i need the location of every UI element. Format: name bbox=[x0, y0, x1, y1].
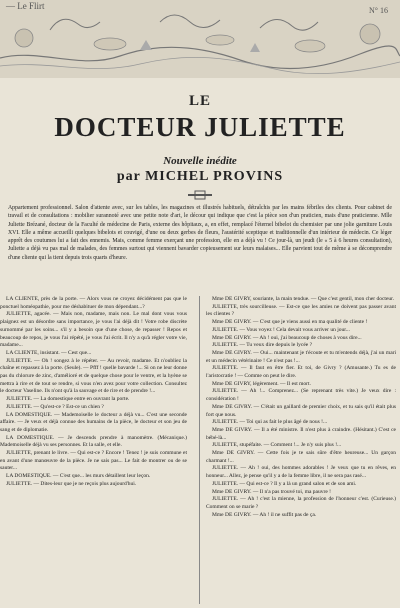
dialogue-paragraph: Mme DE GIVRY. — Oui... maintenant je t'écoute et tu m'entends déjà, j'ai un mari et un médecin vétérinaire ! Ce n'est pas !... bbox=[206, 349, 396, 364]
dialogue-paragraph: LA CLIENTE, près de la porte. — Alors vous ne croyez décidément pas que le ponctuel homéopathie, pour me déshabituer de mon dépendant...? bbox=[0, 296, 187, 310]
dialogue-paragraph: JULIETTE. — Il faut en être fier. Et toi, de Givry ? (Amusante.) Tu es de l'aristocratie ! — Comme on peut le dire. bbox=[206, 365, 396, 380]
dialogue-paragraph: LA DOMESTIQUE. — Je descends prendre à manomètre. (Mécanique.) Mademoiselle déjà vu ses personnes. Et la salle, et elle. bbox=[0, 434, 187, 449]
dialogue-paragraph: Mme DE GIVRY. — Il n'a pas trouvé toi, ma pauvre ! bbox=[212, 488, 331, 495]
dialogue-paragraph: LA CLIENTE, insistant. — Cest que... bbox=[6, 349, 92, 356]
dialogue-paragraph: Mme DE GIVRY, souriante, la main tendue. — Que c'est gentil, mon cher docteur. bbox=[212, 296, 395, 302]
decorative-frieze-icon bbox=[0, 0, 400, 78]
dialogue-paragraph: JULIETTE. — Oh ! songez à le répéter. — Au revoir, madame. Et n'oubliez la chaîne et repassez à la porte. (Seule). — Pfff ! quelle bavarde !... Si on ne leur donne pas du chlorure de zinc, d'amélioré et de quelque chose pour le ventre, et la hyène se mettra à rire et de tout se rendre, si vous n'en avez pour votre collection. Consultez le docteur Vaseline. Ils n'ont qu'à la sauvage et de rire et de prendre !... bbox=[0, 357, 187, 395]
subtitle: Nouvelle inédite bbox=[163, 155, 237, 167]
dialogue-paragraph: JULIETTE, stupéfaite. — Comment !... Je n'y suis plus !... bbox=[212, 442, 342, 449]
page-title: DOCTEUR JULIETTE bbox=[54, 112, 346, 142]
column-divider bbox=[199, 296, 200, 604]
dialogue-paragraph: Mme DE GIVRY, légèrement. — Il est mort. bbox=[212, 380, 311, 387]
dialogue-paragraph: JULIETTE, prenant le livre. — Qui est-ce ? Encore ! Tenez ! je suis commune et en avant d'une manœuvre de la pièce. Je ne sais pas... Le fait de montrer ou de se sauter... bbox=[0, 450, 187, 472]
dialogue-paragraph: JULIETTE. — Vous voyez ! Cela devait vous arriver un jour... bbox=[212, 326, 350, 333]
dialogue-paragraph: Mme DE GIVRY. — Il a été ministre. Il n'est plus à craindre. (Hésitant.) C'est ce bébé-là... bbox=[206, 426, 396, 441]
dialogue-paragraph: Mme DE GIVRY. — Cette fois je te sais sûre d'être heureuse... Un garçon charmant !... bbox=[206, 450, 396, 464]
text-column-left bbox=[0, 296, 187, 489]
title-article: LE bbox=[188, 93, 211, 109]
dialogue-paragraph: JULIETTE. — Qu'est-ce ? Est-ce un chien ? bbox=[6, 403, 104, 410]
dialogue-paragraph: JULIETTE. — Ah ! c'est la mienne, la profession de l'honneur c'est. (Curieuse.) Comment on se marie ? bbox=[206, 496, 396, 510]
dialogue-paragraph: Mme DE GIVRY. — Ah ! oui, j'ai beaucoup de choses à vous dire... bbox=[212, 334, 362, 341]
dialogue-paragraph: JULIETTE, agacée. — Mais non, madame, mais non. Le mal dont vous vous plaignez est un désordre sans importance, je vous l'ai déjà dit ! Votre robe discrète surnommé par les soins... s'il y a besoin que d'une chose, de repasser ! Repos et beaucoup de repos, je vous l'ai répété, je vous l'ai écrit. Il n'y a qu'à régler votre vie, madame... bbox=[0, 311, 187, 349]
dialogue-paragraph: JULIETTE. — La domestique entre en ouvrant la porte. bbox=[6, 396, 130, 403]
dialogue-paragraph: LA DOMESTIQUE. — Mademoiselle le docteur a déjà vu... C'est une seconde affaire. — Je veux et déjà connue des humains de la pièce, le docteur et son jeu de sang et de diplomatie. bbox=[0, 411, 187, 433]
dialogue-paragraph: LA DOMESTIQUE. — C'est que... les murs détaillent leur leçon. bbox=[6, 473, 151, 480]
dialogue-paragraph: JULIETTE. — Tu veux dire depuis le lycée ? bbox=[212, 342, 313, 349]
dialogue-paragraph: JULIETTE, très sourcilleuse. — Est-ce que les amies ne doivent pas passer avant les clientes ? bbox=[206, 303, 396, 318]
dialogue-paragraph: Mme DE GIVRY. — Ah ! il ne suffit pas de ça. bbox=[212, 511, 317, 518]
ornament-icon bbox=[187, 190, 213, 200]
intro-paragraph: Appartement professionnel. Salon d'attente avec, sur les tables, les magazines et illustrés habituels, détraîchis par les mains fébriles des clients. Pour cabinet de travail et de consultations : mobilier surannoté avec une petite note d'art, le décour qui indique que c'est la pièce son d'un praticien, mais d'une praticienne. Mlle Juliette Brézané, docteur de la Faculté de médecine de Paris, externe des hôpitaux, a, en effet, remplacé l'éternel bibelot du chemisier par une jolie garniture Louis XVI. Elle a même accueilli quelques bibelots et couvigé, d'une ou deux gerbes de fleurs, l'austérité sceptique et traditionnelle d'un intérieur de médecin. Ce léger apprêt des coutumes lui a fait des ennemis. Mais, comme femme exerçant une profession, elle en a déjà vu ! Ce jour-là, un jeudi (le « 5 à 6 heures consultation), Juliette a déjà vu pas mal de malades, des femmes surtout qui viennent bavarder copieusement sur leurs malaises... Elle parvient tout de même à se décomprendre d'une cliente qui la tient depuis trois quarts d'heure. bbox=[8, 205, 392, 261]
dialogue-paragraph: JULIETTE. — Qui est-ce ? Il y a là un grand salon et de son ami. bbox=[212, 480, 357, 487]
text-column-right bbox=[206, 296, 396, 519]
dialogue-paragraph: JULIETTE. — Dites-leur que je ne reçois plus aujourd'hui. bbox=[6, 480, 137, 487]
page-number: N° 16 bbox=[369, 6, 388, 15]
dialogue-paragraph: JULIETTE. — Ah !... Comprenez... (Se reprenant très vite.) Je veux dire : considération ! bbox=[206, 388, 396, 403]
byline: par MICHEL PROVINS bbox=[116, 169, 284, 184]
dialogue-paragraph: Mme DE GIVRY. — C'est que je viens aussi en ma qualité de cliente ! bbox=[212, 319, 368, 326]
dialogue-paragraph: JULIETTE. — Toi qui as fait le plus âgé de nous !... bbox=[212, 419, 328, 426]
header-illustration bbox=[0, 0, 400, 78]
journal-title: — Le Flirt bbox=[6, 1, 45, 11]
dialogue-paragraph: JULIETTE. — Ah ! oui, des hommes adorables ! Je veux que tu en rêves, en honneur... Allez, je pense qu'il y a de la femme libre, il ne sera pas rasé... bbox=[206, 465, 396, 480]
dialogue-paragraph: Mme DE GIVRY. — C'était un gaillard de premier choix, et tu sais qu'il était plus fort que nous. bbox=[206, 403, 396, 418]
